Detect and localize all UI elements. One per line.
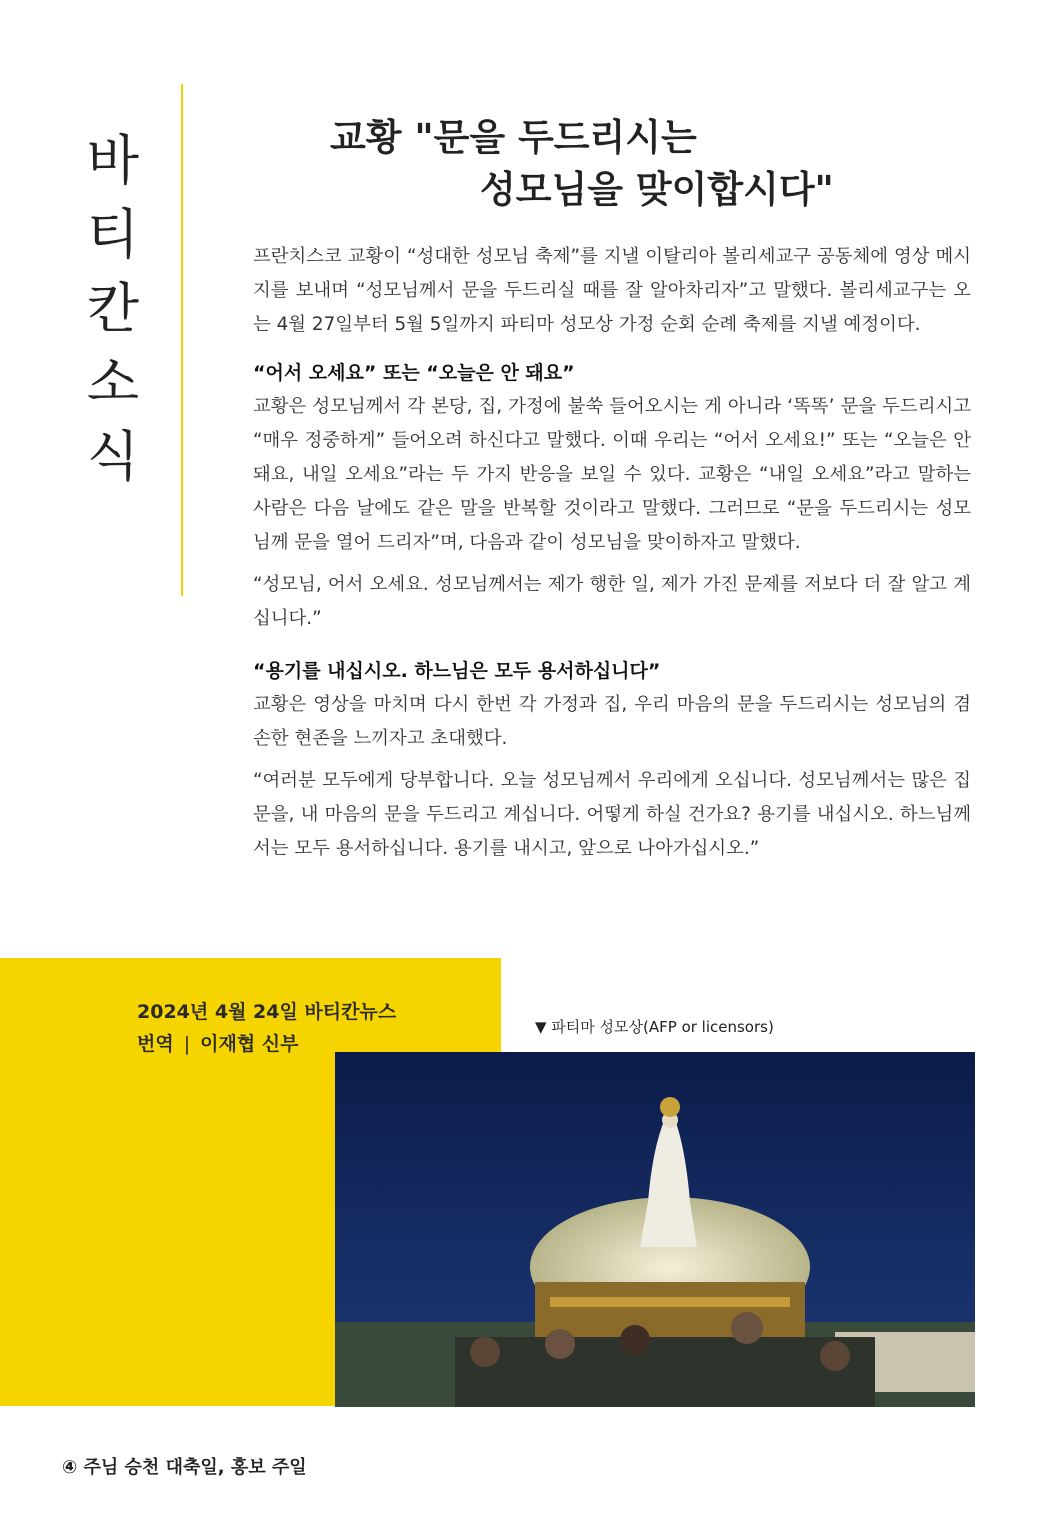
accent-divider <box>181 84 183 596</box>
headline-line-2: 성모님을 맞이합시다" <box>480 168 834 211</box>
section-title-char: 바 <box>86 129 140 192</box>
subheading-2: “용기를 내십시오. 하느님은 모두 용서하십니다” <box>253 660 661 682</box>
body-paragraph-1: 교황은 성모님께서 각 본당, 집, 가정에 불쑥 들어오시는 게 아니라 ‘똑똑’ 문을 두드리시고 “매우 정중하게” 들어오려 하신다고 말했다. 이때 우리는 “어서 오세요!” 또는 “오늘은 안 돼요, 내일 오세요”라는 두 가지 반응을 보일 수 있다. 교황은 “내일 오세요”라고 말하는 사람은 다음 날에도 같은 말을 반복할 것이라고 말했다. 그러므로 “문을 두드리시는 성모님께 문을 열어 드리자”며, 다음과 같이 성모님을 맞이하자고 말했다. <box>253 396 971 553</box>
quote-paragraph-2: “여러분 모두에게 당부합니다. 오늘 성모님께서 우리에게 오십니다. 성모님께서는 많은 집 문을, 내 마음의 문을 두드리고 계십니다. 어떻게 하실 건가요? 용기를 내십시오. 하느님께서는 모두 용서하십니다. 용기를 내시고, 앞으로 나아가십시오.” <box>253 770 971 859</box>
photo-caption: ▼ 파티마 성모상(AFP or licensors) <box>535 1018 774 1036</box>
section-title-vertical <box>78 130 148 488</box>
section-title-char: 칸 <box>86 277 140 340</box>
section-title-char: 티 <box>86 203 140 266</box>
quote-paragraph-1: “성모님, 어서 오세요. 성모님께서는 제가 행한 일, 제가 가진 문제를 저보다 더 잘 알고 계십니다.” <box>253 574 971 629</box>
translator-name: 이재협 신부 <box>200 1033 299 1055</box>
headline <box>330 112 930 216</box>
section-title-char: 소 <box>86 351 140 414</box>
photo-illustration <box>335 1052 975 1407</box>
subheading-1: “어서 오세요” 또는 “오늘은 안 돼요” <box>253 362 575 384</box>
section-title-char: 식 <box>86 425 140 488</box>
headline-line-1: 교황 "문을 두드리시는 <box>330 116 697 159</box>
translate-label: 번역 <box>137 1033 174 1055</box>
page-footer: ④ 주님 승천 대축일, 홍보 주일 <box>62 1457 307 1478</box>
fatima-statue-photo <box>335 1052 975 1407</box>
article-body <box>253 240 971 874</box>
separator: | <box>183 1033 191 1055</box>
intro-paragraph: 프란치스코 교황이 “성대한 성모님 축제”를 지낼 이탈리아 볼리세교구 공동체에 영상 메시지를 보내며 “성모님께서 문을 두드리실 때를 잘 알아차리자”고 말했다. 볼리세교구는 오는 4월 27일부터 5월 5일까지 파티마 성모상 가정 순회 순례 축제를 지낼 예정이다. <box>253 246 971 335</box>
source-credit <box>137 996 396 1060</box>
body-paragraph-2: 교황은 영상을 마치며 다시 한번 각 가정과 집, 우리 마음의 문을 두드리시는 성모님의 겸손한 현존을 느끼자고 초대했다. <box>253 694 971 749</box>
source-date-line: 2024년 4월 24일 바티칸뉴스 <box>137 1001 397 1023</box>
